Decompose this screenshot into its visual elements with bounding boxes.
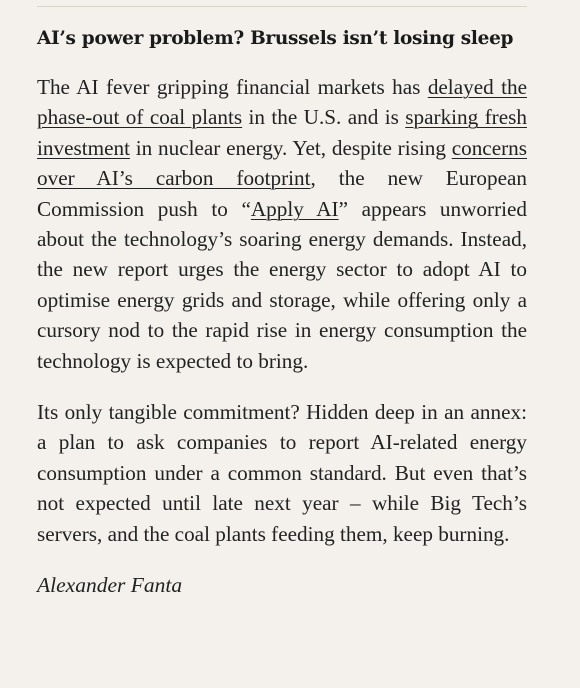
link-sparking-investment[interactable]: sparking fresh investment (37, 105, 527, 160)
paragraph-1 (37, 72, 527, 376)
paragraph-1-text-1: The AI fever gripping financial markets has (37, 75, 428, 99)
top-divider (37, 6, 527, 7)
article (37, 0, 527, 600)
author-byline: Alexander Fanta (37, 573, 183, 598)
paragraph-1-text-4: , the new European Commission push to “ (37, 166, 527, 221)
link-delayed-phase-out[interactable]: delayed the phase-out of coal plants (37, 75, 527, 130)
paragraph-2: Its only tangible commitment? Hidden deep in an annex: a plan to ask companies to report AI-related energy consumption under a common standard. But even that’s not expected until late next year – while Big Tech’s servers, and the coal plants feeding them, keep burning. (37, 400, 527, 546)
article-headline: AI’s power problem? Brussels isn’t losing sleep (37, 28, 514, 49)
paragraph-1-text-2: in the U.S. and is (242, 105, 406, 130)
paragraph-1-text-3: in nuclear energy. Yet, despite rising (129, 135, 452, 160)
link-carbon-footprint[interactable]: concerns over AI’s carbon footprint (37, 135, 527, 191)
link-apply-ai[interactable]: Apply AI (250, 196, 339, 221)
paragraph-1-text-5: ” appears unworried about the technology’s soaring energy demands. Instead, the new report urges the energy sector to adopt AI to optimise energy grids and storage, while offering only a cursory nod to the rapid rise in energy consumption the technology is expected to bring. (37, 196, 528, 373)
